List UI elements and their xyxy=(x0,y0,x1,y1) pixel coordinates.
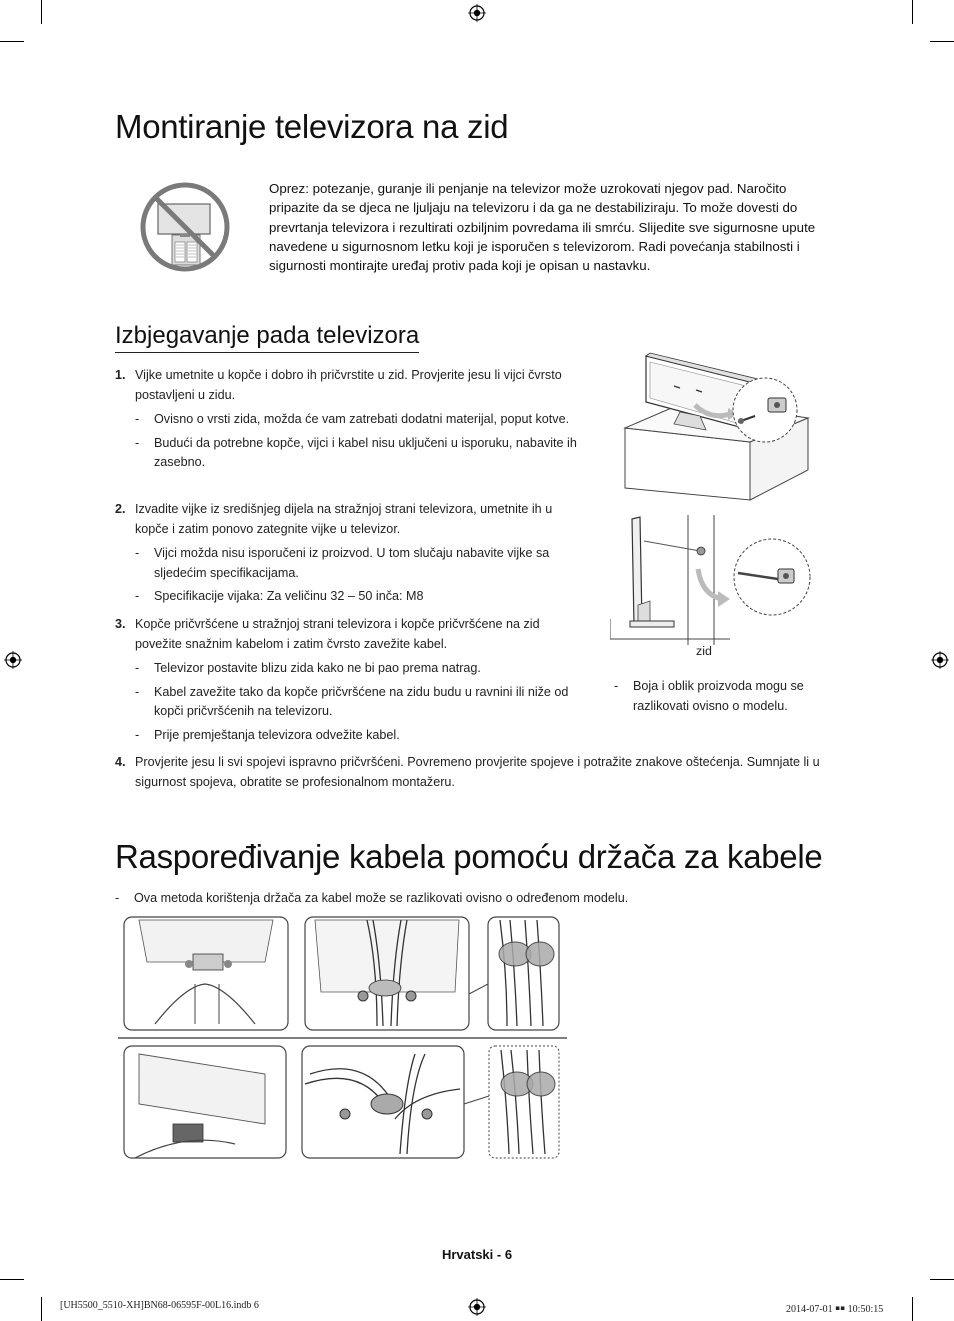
step-4 xyxy=(115,753,835,792)
registration-mark-icon xyxy=(468,4,486,22)
sub-item-text: Specifikacije vijaka: Za veličinu 32 – 50 inča: M8 xyxy=(154,589,424,603)
step-text: Vijke umetnite u kopče i dobro ih pričvrstite u zid. Provjerite jesu li vijci čvrsto postavljeni u zidu. xyxy=(135,368,562,402)
cable-holder-illustrations xyxy=(115,914,570,1162)
section-title: Raspoređivanje kabela pomoću držača za kabele xyxy=(115,838,823,875)
sub-item-text: Boja i oblik proizvoda mogu se razlikovati ovisno o modelu. xyxy=(633,679,804,713)
step-number: 4. xyxy=(115,755,126,769)
wall-label: zid xyxy=(696,644,712,658)
sub-item-text: Ovisno o vrsti zida, možda će vam zatrebati dodatni materijal, poput kotve. xyxy=(154,412,570,426)
sub-item-text: Prije premještanja televizora odvežite kabel. xyxy=(154,727,400,742)
crop-mark xyxy=(0,41,24,42)
sub-item: - Kabel zavežite tako da kopče pričvršćene na zidu budu u ravnini ili niže od kopči pričvršćenih na televizoru. xyxy=(135,684,569,718)
sub-item: - Televizor postavite blizu zida kako ne bi pao prema natrag. xyxy=(135,661,481,675)
sub-item: - Ovisno o vrsti zida, možda će vam zatrebati dodatni materijal, poput kotve. xyxy=(135,412,570,426)
tv-stand-clip-illustration xyxy=(610,350,820,505)
subsection-title: Izbjegavanje pada televizora xyxy=(115,322,420,349)
crop-mark xyxy=(41,1297,42,1321)
step-number: 1. xyxy=(115,368,126,382)
model-note xyxy=(614,677,824,716)
page-title: Montiranje televizora na zid xyxy=(115,108,509,145)
step-1 xyxy=(115,366,585,473)
print-slug-right: 2014-07-01 ￭￭ 10:50:15 xyxy=(786,1304,884,1315)
page-number: Hrvatski - 6 xyxy=(441,1247,513,1262)
subsection-title-wrap xyxy=(115,322,419,353)
sub-item-text: Televizor postavite blizu zida kako ne bi pao prema natrag. xyxy=(154,661,481,675)
print-slug-left: [UH5500_5510-XH]BN68-06595F-00L16.indb 6 xyxy=(60,1300,259,1311)
step-text: Provjerite jesu li svi spojevi ispravno pričvršćeni. Povremeno provjerite spojeve i potražite znakove oštećenja. Sumnjate li u sigurnost spojeva, obratite se profesionalnom montažeru. xyxy=(135,755,820,789)
sub-item: - Prije premještanja televizora odvežite kabel. xyxy=(135,727,400,742)
sub-item-text: Budući da potrebne kopče, vijci i kabel nisu uključeni u isporuku, nabavite ih zasebno. xyxy=(154,435,577,469)
sub-item: - Ova metoda korištenja držača za kabel može se razlikovati ovisno o određenom modelu. xyxy=(115,891,629,905)
step-3 xyxy=(115,615,587,745)
step-text: Izvadite vijke iz središnjeg dijela na stražnjoj strani televizora, umetnite ih u kopče i zatim ponovo zategnite vijke u televizor. xyxy=(135,502,553,536)
registration-mark-icon xyxy=(4,651,22,669)
sub-item-text: Vijci možda nisu isporučeni iz proizvod. U tom slučaju nabavite vijke sa sljedećim specifikacijama. xyxy=(154,546,550,580)
warning-text: Oprez: potezanje, guranje ili penjanje na televizor može uzrokovati njegov pad. Naročito pripazite da se djeca ne ljuljaju na televizoru i da ga ne destabiliziraju. To može dovesti do prevrtanja televizora i rezultirati ozbiljnim povredama ili smrću. Slijedite sve sigurnosne upute navedene u sigurnosnom letku koji je isporučen s televizorom. Radi povećanja stabilnosti i sigurnosti montirajte uređaj protiv pada koji je opisan u nastavku. xyxy=(269,181,816,274)
no-climbing-warning-icon xyxy=(138,180,232,274)
sub-item: - Boja i oblik proizvoda mogu se razlikovati ovisno o modelu. xyxy=(614,679,804,713)
crop-mark xyxy=(930,41,954,42)
tv-wall-cable-illustration xyxy=(610,515,820,645)
crop-mark xyxy=(41,0,42,24)
sub-item: - Vijci možda nisu isporučeni iz proizvod. U tom slučaju nabavite vijke sa sljedećim specifikacijama. xyxy=(135,546,550,580)
step-text: Kopče pričvršćene u stražnjoj strani televizora i kopče pričvršćene na zid povežite snažnim kabelom i zatim čvrsto zavežite kabel. xyxy=(135,617,540,651)
registration-mark-icon xyxy=(931,651,949,669)
cable-holder-note xyxy=(115,889,835,909)
step-2 xyxy=(115,500,565,607)
crop-mark xyxy=(912,0,913,24)
step-number: 3. xyxy=(115,617,126,631)
sub-item-text: Ova metoda korištenja držača za kabel može se razlikovati ovisno o određenom modelu. xyxy=(134,891,629,905)
crop-mark xyxy=(912,1297,913,1321)
registration-mark-icon xyxy=(468,1298,486,1316)
crop-mark xyxy=(930,1279,954,1280)
step-number: 2. xyxy=(115,502,126,516)
crop-mark xyxy=(0,1279,24,1280)
sub-item: - Specifikacije vijaka: Za veličinu 32 – 50 inča: M8 xyxy=(135,589,424,603)
sub-item-text: Kabel zavežite tako da kopče pričvršćene na zidu budu u ravnini ili niže od kopči pričvršćenih na televizoru. xyxy=(154,684,569,718)
sub-item: - Budući da potrebne kopče, vijci i kabel nisu uključeni u isporuku, nabavite ih zasebno. xyxy=(135,435,577,469)
